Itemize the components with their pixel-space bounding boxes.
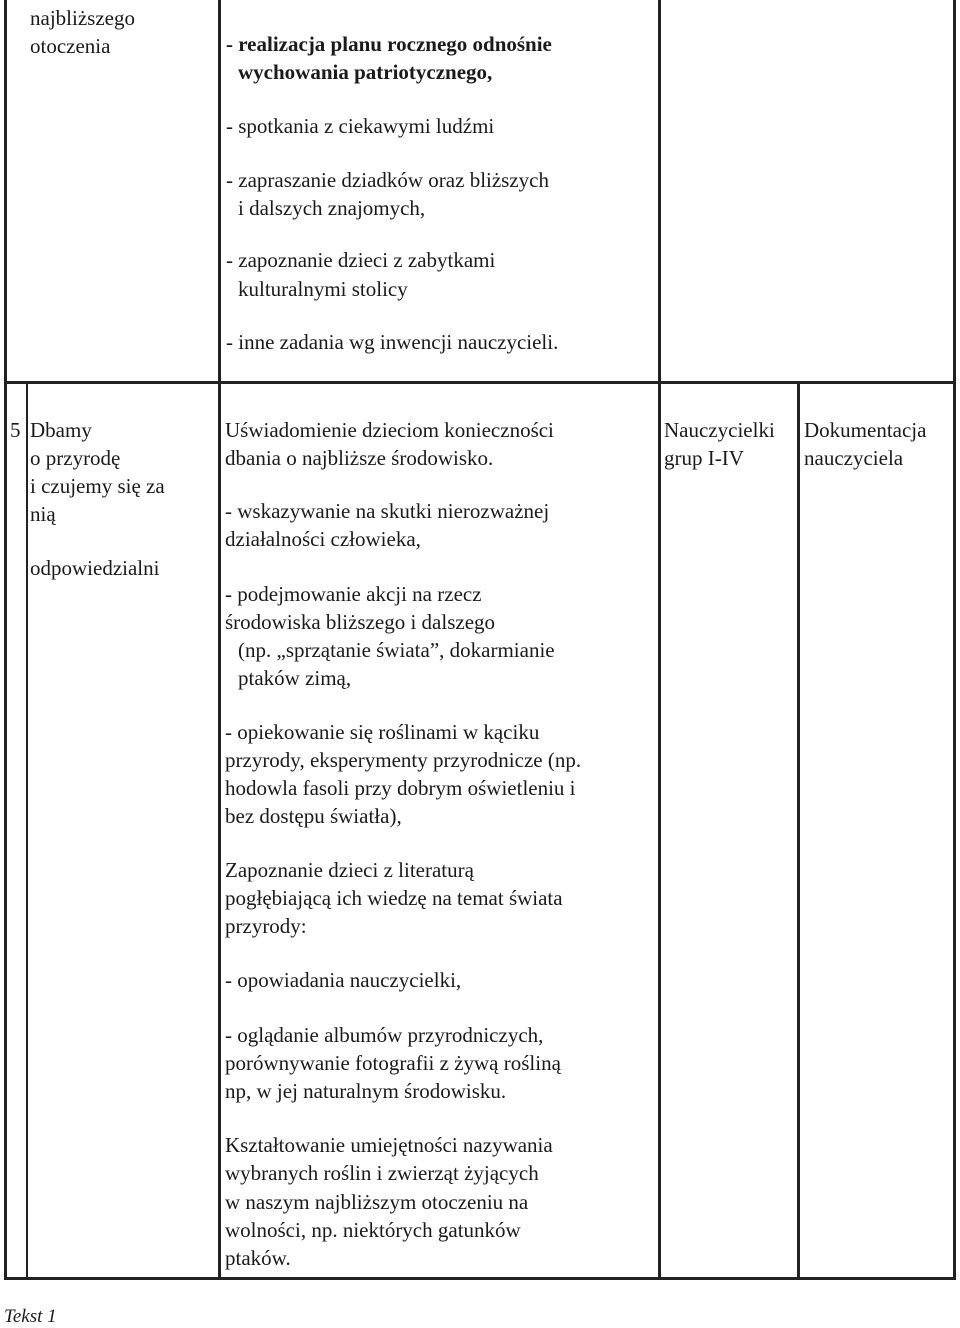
task-item-line: wybranych roślin i zwierząt żyjących bbox=[225, 1161, 539, 1185]
task-item-line: - opowiadania nauczycielki, bbox=[225, 968, 462, 992]
task-item-line: np, w jej naturalnym środowisku. bbox=[225, 1079, 507, 1103]
topic-cell-line: nią bbox=[30, 502, 56, 526]
evaluation-cell-line: Dokumentacja bbox=[804, 418, 927, 442]
table-border-right bbox=[953, 0, 956, 1280]
evaluation-cell-line: nauczyciela bbox=[804, 446, 904, 470]
task-item-line: Uświadomienie dzieciom konieczności bbox=[225, 418, 554, 442]
table-border-bottom bbox=[4, 1277, 956, 1280]
column-divider-tasks bbox=[658, 0, 661, 1280]
task-item-line: pogłębiającą ich wiedzę na temat świata bbox=[225, 886, 563, 910]
task-item-line: dbania o najbliższe środowisko. bbox=[225, 446, 494, 470]
task-item-line: Kształtowanie umiejętności nazywania bbox=[225, 1133, 553, 1157]
task-item-line: Zapoznanie dzieci z literaturą bbox=[225, 858, 474, 882]
responsible-cell-line: grup I-IV bbox=[664, 446, 744, 470]
task-item-line: - oglądanie albumów przyrodniczych, bbox=[225, 1023, 544, 1047]
task-item-line: - zapraszanie dziadków oraz bliższych bbox=[226, 168, 549, 192]
task-item-line: - podejmowanie akcji na rzecz bbox=[225, 582, 482, 606]
task-item-line: ptaków zimą, bbox=[238, 666, 352, 690]
table-border-left bbox=[4, 0, 7, 1280]
task-item-line: wolności, np. niektórych gatunków bbox=[225, 1218, 521, 1242]
responsible-cell-line: Nauczycielki bbox=[664, 418, 775, 442]
task-item-line: i dalszych znajomych, bbox=[238, 196, 426, 220]
task-item-line: działalności człowieka, bbox=[225, 527, 421, 551]
task-item-line: - realizacja planu rocznego odnośnie bbox=[226, 32, 552, 56]
topic-cell-line: Dbamy bbox=[30, 418, 92, 442]
footer-label: Tekst 1 bbox=[4, 1306, 57, 1327]
task-item-line: - wskazywanie na skutki nierozważnej bbox=[225, 499, 550, 523]
row-divider bbox=[4, 381, 956, 384]
task-item-line: - opiekowanie się roślinami w kąciku bbox=[225, 720, 540, 744]
column-divider-topic bbox=[218, 0, 221, 1280]
task-item-line: - zapoznanie dzieci z zabytkami bbox=[226, 248, 496, 272]
topic-cell-line: otoczenia bbox=[30, 34, 111, 58]
task-item-line: hodowla fasoli przy dobrym oświetleniu i bbox=[225, 776, 576, 800]
column-divider-number bbox=[26, 383, 28, 1280]
task-item-line: porównywanie fotografii z żywą rośliną bbox=[225, 1051, 561, 1075]
task-item-line: (np. „sprzątanie świata”, dokarmianie bbox=[238, 638, 555, 662]
task-item-line: - inne zadania wg inwencji nauczycieli. bbox=[226, 330, 559, 354]
task-item-line: bez dostępu światła), bbox=[225, 804, 402, 828]
topic-cell-line: najbliższego bbox=[30, 6, 135, 30]
task-item-line: przyrody: bbox=[225, 914, 307, 938]
topic-cell-line: i czujemy się za bbox=[30, 474, 165, 498]
task-item-line: ptaków. bbox=[225, 1246, 291, 1270]
task-item-line: przyrody, eksperymenty przyrodnicze (np. bbox=[225, 748, 582, 772]
task-item-line: wychowania patriotycznego, bbox=[238, 60, 493, 84]
column-divider-responsible bbox=[797, 383, 800, 1280]
topic-cell-line: odpowiedzialni bbox=[30, 556, 160, 580]
row-number: 5 bbox=[10, 418, 21, 442]
task-item-line: w naszym najbliższym otoczeniu na bbox=[225, 1190, 529, 1214]
task-item-line: kulturalnymi stolicy bbox=[238, 277, 408, 301]
task-item-line: środowiska bliższego i dalszego bbox=[225, 610, 496, 634]
task-item-line: - spotkania z ciekawymi ludźmi bbox=[226, 114, 495, 138]
topic-cell-line: o przyrodę bbox=[30, 446, 121, 470]
